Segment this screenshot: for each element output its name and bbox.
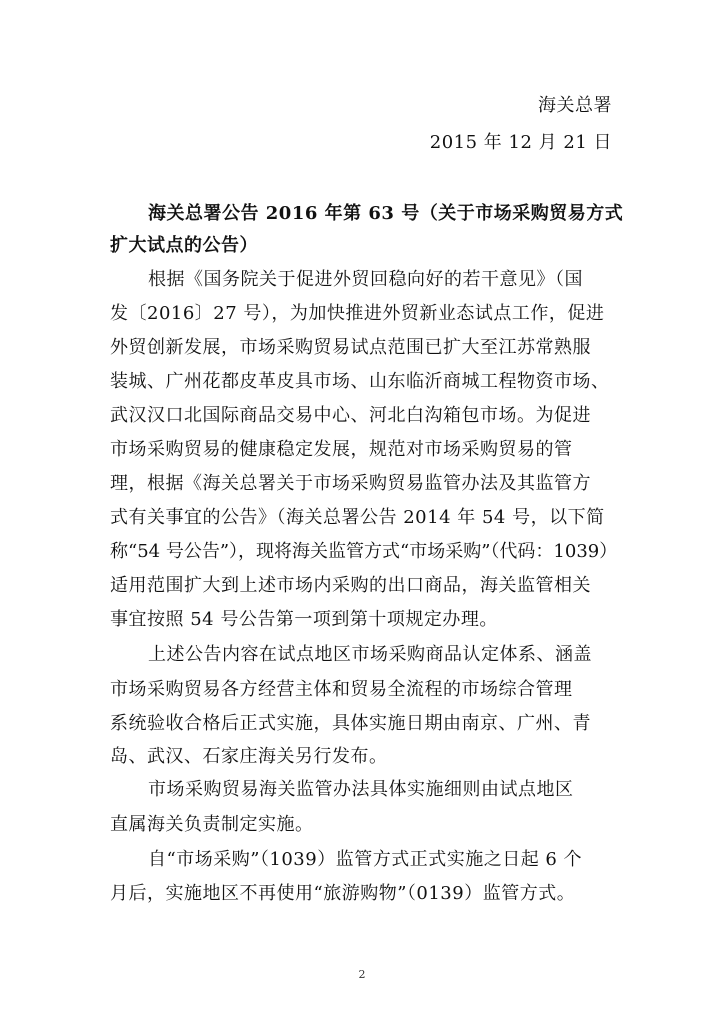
- paragraph-2-line: 系统验收合格后正式实施，具体实施日期由南京、广州、青: [110, 713, 591, 734]
- paragraph-2-line: 上述公告内容在试点地区市场采购商品认定体系、涵盖: [148, 644, 592, 665]
- paragraph-4-line: 自“市场采购”（1039）监管方式正式实施之日起 6 个: [148, 849, 583, 870]
- paragraph-2-line: 岛、武汉、石家庄海关另行发布。: [110, 746, 388, 767]
- paragraph-1-line: 式有关事宜的公告》（海关总署公告 2014 年 54 号，以下简: [110, 507, 605, 528]
- paragraph-1-line: 发〔2016〕27 号），为加快推进外贸新业态试点工作，促进: [110, 303, 605, 324]
- paragraph-3-line: 直属海关负责制定实施。: [110, 814, 314, 835]
- paragraph-1-line: 事宜按照 54 号公告第一项到第十项规定办理。: [110, 609, 498, 630]
- paragraph-1-line: 外贸创新发展，市场采购贸易试点范围已扩大至江苏常熟服: [110, 337, 591, 358]
- paragraph-1-line: 适用范围扩大到上述市场内采购的出口商品，海关监管相关: [110, 575, 591, 596]
- paragraph-1-line: 称“54 号公告”），现将海关监管方式“市场采购”（代码：1039）: [110, 541, 618, 562]
- signature-date: 2015 年 12 月 21 日: [429, 132, 612, 153]
- paragraph-4-line: 月后，实施地区不再使用“旅游购物”（0139）监管方式。: [110, 883, 576, 904]
- paragraph-1-line: 武汉汉口北国际商品交易中心、河北白沟箱包市场。为促进: [110, 405, 591, 426]
- paragraph-1-line: 装城、广州花都皮革皮具市场、山东临沂商城工程物资市场、: [110, 371, 610, 392]
- paragraph-3-line: 市场采购贸易海关监管办法具体实施细则由试点地区: [148, 779, 574, 800]
- announcement-title-line-2: 扩大试点的公告）: [110, 235, 258, 256]
- paragraph-1-line: 根据《国务院关于促进外贸回稳向好的若干意见》（国: [148, 269, 583, 290]
- signature-org: 海关总署: [538, 95, 612, 116]
- paragraph-2-line: 市场采购贸易各方经营主体和贸易全流程的市场综合管理: [110, 679, 573, 700]
- paragraph-1-line: 市场采购贸易的健康稳定发展，规范对市场采购贸易的管: [110, 439, 573, 460]
- page-number: 2: [358, 968, 366, 981]
- paragraph-1-line: 理，根据《海关总署关于市场采购贸易监管办法及其监管方: [110, 473, 591, 494]
- announcement-title-line-1: 海关总署公告 2016 年第 63 号（关于市场采购贸易方式: [148, 203, 624, 224]
